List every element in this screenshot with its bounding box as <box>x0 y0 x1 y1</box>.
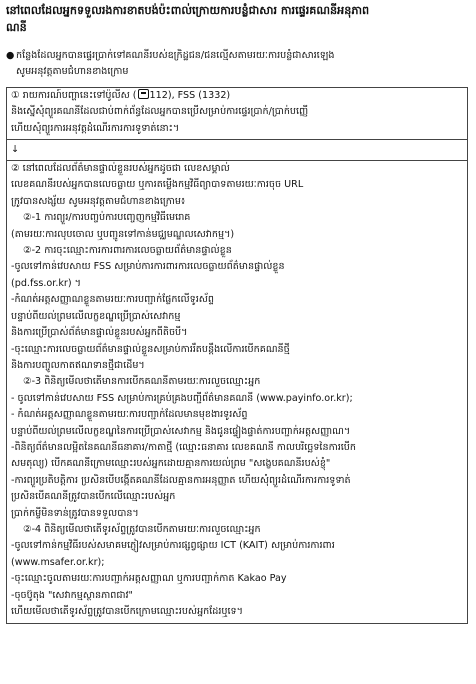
step-2-line: ② នៅពេលដែលព័ត៌មានផ្ទាល់ខ្លួនរបស់អ្នកដូចជា លេខសម្គាល់ <box>11 163 230 175</box>
intro-paragraph <box>6 48 468 81</box>
step-1-prefix: ① រាយការណ៍បញ្ហានេះទៅប៉ូលីស ( <box>11 89 137 101</box>
step-1-line: និងស្នើសុំព្យួរគណនីដែលជាប់ពាក់ព័ន្ធដែលអ្នកបានប្រើសម្រាប់ការផ្ទេរប្រាក់/ប្រាក់បញ្ញើ <box>11 106 309 118</box>
step-2-line: -កំណត់អត្តសញ្ញាណខ្លួនតាមរយៈការបញ្ជាក់ផ្លែកលើទូរស័ព្ទ <box>11 294 214 306</box>
title-line: នៅពេលដែលអ្នកទទួលរងការខាតបង់ប៉ះពាល់ក្រោយការបន្លំជាសារ ការផ្ទេរគណនីអនុភាព <box>6 4 370 17</box>
intro-line: កន្លែងដែលអ្នកបានផ្ទេរប្រាក់ទៅគណនីរបស់ឧក្រិដ្ឋជន/ជនល្មើសតាមរយៈការបន្លំជាសារឡេង <box>16 50 335 61</box>
step-2-line: បន្ទាប់ពីយល់ព្រមលើលក្ខខណ្ឌប្រើប្រាស់សេវាកម្ម <box>11 310 181 322</box>
down-arrow-icon: ↓ <box>11 144 20 156</box>
title-line: ណនី <box>6 21 27 34</box>
step-2-4-heading: ②-4 ពិនិត្យមើលថាតើទូរស័ព្ទត្រូវបានបើកតាមរយៈការលួចឈ្មោះអ្នក <box>23 523 261 535</box>
step-2-3-heading: ②-3 ពិនិត្យមើលថាតើមានការបើកគណនីតាមរយៈការលួចឈ្មោះអ្នក <box>23 376 261 388</box>
step-2-line: និងការបញ្ចូលកាតឥណទានថ្មីជាដើម។ <box>11 359 145 371</box>
step-1-line: ហើយសុំព្យួរការអនុវត្តដំណើរការការទូទាត់នោះ។ <box>11 122 180 134</box>
intro-line: សូមអនុវត្តតាមជំហានខាងក្រោម <box>16 66 129 78</box>
bullet-icon: ● <box>6 50 15 61</box>
step-2-1-heading: ②-1 ការព្យួរ/ការបញ្ចប់ការបញ្ចេញកម្មវិធីមេរោគ <box>23 212 191 224</box>
step-2-line: -ចុចប៊ូតុង "សេវាកម្មស្ថានភាពជាវ" <box>11 589 133 601</box>
step-2-line: សមតុល្យ) បើកគណនីក្រោមឈ្មោះរបស់អ្នកដោយគ្មានការយល់ព្រម "សង្ខេបគណនីរបស់ខ្ញុំ" <box>11 458 331 470</box>
step-1-suffix: 112), FSS (1332) <box>149 89 231 101</box>
step-2-line: លេខគណនីរបស់អ្នកបានលេចធ្លាយ ឬការតម្លើងកម្មវិធីព្យាបាទតាមរយៈការចុច URL <box>11 179 304 191</box>
step-2-line: -ចុះឈ្មោះចូលតាមរយៈការបញ្ជាក់អត្តសញ្ញាណ ឬការបញ្ជាក់កាត Kakao Pay <box>11 573 287 585</box>
step-2-line: និងការប្រើប្រាស់ព័ត៌មានផ្ទាល់ខ្លួនរបស់អ្នកពីតិចបី។ <box>11 327 188 339</box>
step-2-line: - ចូលទៅកាន់វេបសាយ FSS សម្រាប់ការគ្រប់គ្រងបញ្ជីព័ត៌មានគណនី (www.payinfo.or.kr); <box>11 392 353 404</box>
step-2-line: -ពិនិត្យព័ត៌មានលម្អិតនៃគណនីធនាគារ/កាតាថ្មី (ឈ្មោះធនាគារ លេខគណនី កាលបរិច្ឆេទនៃការបើក <box>11 441 356 453</box>
step-2-line: (pd.fss.or.kr) ។ <box>11 277 81 289</box>
step-1-heading <box>11 88 463 104</box>
step-2-line: ប្រសិនបើគណនីត្រូវបានបើកលើឈ្មោះរបស់អ្នក <box>11 491 176 503</box>
step-2-2-heading: ②-2 ការចុះឈ្មោះការការពារការលេចធ្លាយព័ត៌មានផ្ទាល់ខ្លួន <box>23 245 232 257</box>
step-2-box <box>6 161 468 624</box>
step-2-line: (តាមរយៈការលុបចោល ឬបញ្ជូនទៅកាន់មជ្ឈមណ្ឌលសេវាកម្ម។) <box>11 228 235 240</box>
step-1-box <box>6 87 468 140</box>
step-2-line: បន្ទាប់ពីយល់ព្រមលើលក្ខខណ្ឌនៃការប្រើប្រាស់សេវាកម្ម និងជូនផ្ទៀងផ្ទាត់ការបញ្ជាក់អត្តសញ្ញាណ។ <box>11 425 351 437</box>
step-2-line: -ចូលទៅកាន់វេបសាយ FSS សម្រាប់ការការពារការលេចធ្លាយព័ត៌មានផ្ទាល់ខ្លួន <box>11 261 285 273</box>
step-2-line: (www.msafer.or.kr); <box>11 556 105 568</box>
arrow-row <box>6 140 468 161</box>
step-2-line: ក្រូវបានសង្ស័យ សូមអនុវត្តតាមជំហានខាងក្រោម៖ <box>11 195 186 207</box>
phone-icon <box>138 89 149 99</box>
step-2-line: - កំណត់អត្តសញ្ញាណខ្លួនតាមរយៈការបញ្ជាក់ដែលមានមុខងារទូរស័ព្ទ <box>11 409 248 421</box>
step-2-line: ហើយមើលថាតើទូរស័ព្ទត្រូវបានបើកក្រោមឈ្មោះរបស់អ្នកដែរឬទេ។ <box>11 606 243 617</box>
step-2-line: -ចូលទៅកាន់កម្មវិធីរបស់សមាគមភ្ញៀវសម្រាប់ការផ្សព្វផ្សាយ ICT (KAIT) សម្រាប់ការការពារ <box>11 540 335 552</box>
step-2-line: ប្រាក់កម្ចីមិនទាន់ត្រូវបានទទួលបាន។ <box>11 507 139 519</box>
step-2-line: -ការព្យួរប្រតិបត្តិការ ប្រសិនបើបង្កើតគណនីដែលគ្មានការអនុញ្ញាត ហើយសុំព្យួរដំណើរការការទូទាត់ <box>11 474 351 486</box>
document-title <box>6 2 468 36</box>
step-2-line: -ចុះឈ្មោះការលេចធ្លាយព័ត៌មានផ្ទាល់ខ្លួនសម្រាប់ការរឹតបន្តឹងលើការបើកគណនីថ្មី <box>11 343 290 355</box>
